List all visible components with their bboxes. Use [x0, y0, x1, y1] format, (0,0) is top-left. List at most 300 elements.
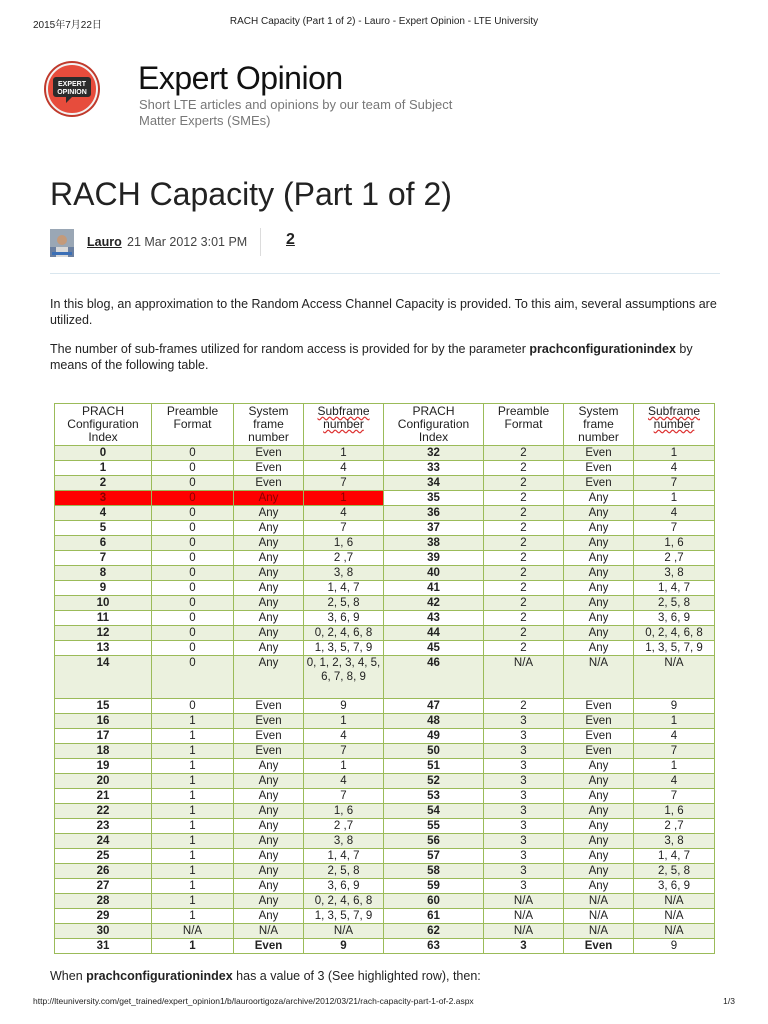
table-cell: Any: [234, 909, 304, 924]
table-cell: N/A: [484, 909, 564, 924]
table-cell: 1, 4, 7: [634, 581, 715, 596]
table-cell: 0: [152, 506, 234, 521]
comment-count-link[interactable]: 2: [286, 231, 295, 248]
table-cell: 4: [304, 729, 384, 744]
table-cell: 3: [484, 939, 564, 954]
table-cell: 2: [484, 611, 564, 626]
table-cell: 22: [55, 804, 152, 819]
table-cell: Any: [564, 789, 634, 804]
table-cell: Any: [234, 789, 304, 804]
table-row: [55, 626, 715, 641]
table-cell: Even: [234, 699, 304, 714]
table-row: [55, 461, 715, 476]
table-cell: 9: [304, 939, 384, 954]
table-cell: 3: [484, 834, 564, 849]
table-cell: 4: [304, 506, 384, 521]
table-cell: 1: [152, 729, 234, 744]
table-cell: 15: [55, 699, 152, 714]
intro-paragraph: In this blog, an approximation to the Random Access Channel Capacity is provided. To this aim, several assumptions are utilized.: [50, 297, 717, 327]
table-cell: 16: [55, 714, 152, 729]
table-cell: Even: [564, 729, 634, 744]
table-cell: N/A: [484, 656, 564, 699]
table-cell: 1: [152, 774, 234, 789]
table-cell: Any: [234, 894, 304, 909]
table-cell: 3: [484, 714, 564, 729]
table-cell: 0, 2, 4, 6, 8: [304, 626, 384, 641]
table-cell: 47: [384, 699, 484, 714]
table-cell: 61: [384, 909, 484, 924]
table-cell: 0: [152, 446, 234, 461]
table-cell: 60: [384, 894, 484, 909]
print-url[interactable]: http://lteuniversity.com/get_trained/expert_opinion1/b/lauroortigoza/archive/2012/03/21/rach-capacity-part-1-of-2.aspx: [33, 996, 474, 1006]
table-cell: 7: [634, 521, 715, 536]
table-cell: 1: [634, 446, 715, 461]
table-cell: Any: [234, 521, 304, 536]
table-row: [55, 789, 715, 804]
table-cell: 7: [55, 551, 152, 566]
table-cell: 3: [484, 849, 564, 864]
table-cell: 2: [484, 521, 564, 536]
table-cell: 2, 5, 8: [304, 596, 384, 611]
table-cell: 1, 6: [304, 804, 384, 819]
table-cell: 3, 8: [634, 834, 715, 849]
table-cell: N/A: [564, 909, 634, 924]
table-cell: 2: [484, 551, 564, 566]
table-cell: 54: [384, 804, 484, 819]
table-cell: N/A: [564, 924, 634, 939]
table-cell: Any: [234, 641, 304, 656]
table-cell: 2, 5, 8: [304, 864, 384, 879]
table-cell: Any: [564, 759, 634, 774]
table-cell: Any: [564, 581, 634, 596]
table-cell: 0: [152, 641, 234, 656]
highlight-paragraph-text-b: has a value of 3 (See highlighted row), then:: [232, 969, 481, 983]
table-cell: 2: [484, 596, 564, 611]
table-row: [55, 909, 715, 924]
table-row: [55, 939, 715, 954]
table-cell: 3: [484, 804, 564, 819]
table-cell: 4: [634, 506, 715, 521]
table-cell: 45: [384, 641, 484, 656]
table-cell: Even: [234, 744, 304, 759]
table-cell: Any: [564, 491, 634, 506]
table-cell: Even: [564, 446, 634, 461]
table-row: [55, 849, 715, 864]
expert-opinion-logo[interactable]: [42, 59, 102, 119]
table-cell: Even: [564, 939, 634, 954]
table-cell: 9: [304, 699, 384, 714]
table-row: [55, 774, 715, 789]
table-row: [55, 551, 715, 566]
table-cell: 7: [634, 789, 715, 804]
table-cell: Any: [234, 819, 304, 834]
table-cell: 3: [484, 774, 564, 789]
table-cell: 2: [484, 461, 564, 476]
table-cell: 18: [55, 744, 152, 759]
table-cell: 3: [55, 491, 152, 506]
table-cell: 4: [304, 774, 384, 789]
table-cell: 9: [634, 939, 715, 954]
table-cell: 2 ,7: [304, 551, 384, 566]
table-row: [55, 804, 715, 819]
table-cell: Even: [564, 699, 634, 714]
column-header: Subframe number: [304, 404, 384, 446]
column-header: Subframe number: [634, 404, 715, 446]
table-cell: Any: [234, 849, 304, 864]
table-cell: Any: [234, 566, 304, 581]
table-row: [55, 834, 715, 849]
table-cell: 2: [55, 476, 152, 491]
table-cell: Any: [564, 551, 634, 566]
table-cell: 3: [484, 789, 564, 804]
table-cell: 3: [484, 879, 564, 894]
table-cell: 1: [152, 864, 234, 879]
column-header: System frame number: [234, 404, 304, 446]
table-cell: N/A: [152, 924, 234, 939]
print-date: 2015年7月22日: [33, 20, 102, 31]
table-cell: N/A: [484, 924, 564, 939]
table-cell: 58: [384, 864, 484, 879]
table-cell: 1: [304, 714, 384, 729]
table-cell: Any: [564, 611, 634, 626]
table-cell: Even: [234, 446, 304, 461]
table-cell: 0: [152, 566, 234, 581]
table-cell: 19: [55, 759, 152, 774]
table-cell: 2: [484, 566, 564, 581]
table-cell: 1, 3, 5, 7, 9: [304, 641, 384, 656]
table-cell: 3: [484, 759, 564, 774]
author-link[interactable]: Lauro: [87, 235, 122, 249]
table-cell: N/A: [634, 924, 715, 939]
column-header: PRACH Configuration Index: [55, 404, 152, 446]
table-cell: Any: [564, 641, 634, 656]
table-cell: 20: [55, 774, 152, 789]
table-cell: 36: [384, 506, 484, 521]
logo-text-line1: EXPERT: [57, 81, 87, 88]
table-cell: 7: [634, 476, 715, 491]
table-cell: 1: [152, 819, 234, 834]
table-cell: 2: [484, 581, 564, 596]
table-cell: 0: [152, 476, 234, 491]
table-cell: 2: [484, 446, 564, 461]
column-header: Preamble Format: [152, 404, 234, 446]
table-cell: 14: [55, 656, 152, 699]
table-cell: 2 ,7: [304, 819, 384, 834]
table-cell: 1: [634, 759, 715, 774]
table-cell: 1: [152, 804, 234, 819]
table-cell: Any: [234, 491, 304, 506]
column-header: System frame number: [564, 404, 634, 446]
table-cell: 27: [55, 879, 152, 894]
highlight-parameter-name: prachconfigurationindex: [86, 969, 233, 983]
table-row: [55, 641, 715, 656]
post-date: 21 Mar 2012 3:01 PM: [127, 235, 248, 249]
table-cell: 2: [484, 476, 564, 491]
table-cell: 28: [55, 894, 152, 909]
site-title[interactable]: Expert Opinion: [138, 60, 343, 96]
table-row: [55, 819, 715, 834]
table-cell: 33: [384, 461, 484, 476]
table-cell: 1, 6: [304, 536, 384, 551]
table-row: [55, 879, 715, 894]
table-cell: 2 ,7: [634, 551, 715, 566]
table-cell: 1: [152, 714, 234, 729]
table-row: [55, 476, 715, 491]
table-cell: Any: [234, 656, 304, 699]
parameter-name: prachconfigurationindex: [529, 342, 676, 356]
table-cell: Any: [234, 551, 304, 566]
print-page-number: 1/3: [723, 996, 735, 1006]
table-row: [55, 596, 715, 611]
table-cell: 9: [634, 699, 715, 714]
table-row: [55, 611, 715, 626]
table-cell: 4: [55, 506, 152, 521]
table-row: [55, 894, 715, 909]
table-cell: 1, 6: [634, 804, 715, 819]
table-cell: Any: [234, 596, 304, 611]
table-cell: Any: [564, 536, 634, 551]
table-cell: 7: [304, 789, 384, 804]
table-cell: N/A: [484, 894, 564, 909]
table-cell: 2: [484, 491, 564, 506]
table-cell: 2: [484, 641, 564, 656]
table-cell: 3, 8: [304, 566, 384, 581]
table-cell: 0, 1, 2, 3, 4, 5, 6, 7, 8, 9: [304, 656, 384, 699]
table-cell: 1: [152, 879, 234, 894]
parameter-paragraph: [50, 341, 720, 373]
table-cell: Any: [234, 611, 304, 626]
table-cell: 12: [55, 626, 152, 641]
table-cell: 23: [55, 819, 152, 834]
table-cell: 26: [55, 864, 152, 879]
table-cell: Even: [564, 744, 634, 759]
table-cell: 21: [55, 789, 152, 804]
table-cell: 7: [304, 521, 384, 536]
table-cell: 51: [384, 759, 484, 774]
table-cell: 2, 5, 8: [634, 596, 715, 611]
table-cell: 1: [634, 714, 715, 729]
parameter-paragraph-text-b: by means of the following table.: [50, 342, 693, 372]
table-cell: 7: [304, 476, 384, 491]
table-cell: Any: [234, 759, 304, 774]
table-cell: 2: [484, 536, 564, 551]
table-cell: 2: [484, 506, 564, 521]
table-cell: 0: [152, 551, 234, 566]
table-cell: 1: [152, 849, 234, 864]
table-cell: 0: [152, 656, 234, 699]
table-cell: Any: [564, 819, 634, 834]
table-cell: Any: [234, 864, 304, 879]
table-cell: Any: [564, 626, 634, 641]
table-cell: 1, 4, 7: [304, 849, 384, 864]
table-cell: 0, 2, 4, 6, 8: [634, 626, 715, 641]
table-cell: 3: [484, 729, 564, 744]
table-cell: 3, 6, 9: [304, 879, 384, 894]
highlight-paragraph-text-a: When: [50, 969, 87, 983]
table-cell: 59: [384, 879, 484, 894]
table-cell: Any: [234, 536, 304, 551]
table-cell: 41: [384, 581, 484, 596]
table-cell: 17: [55, 729, 152, 744]
table-cell: 40: [384, 566, 484, 581]
table-cell: 39: [384, 551, 484, 566]
table-cell: 3: [484, 819, 564, 834]
prach-configuration-table: [54, 403, 715, 954]
table-cell: Any: [564, 804, 634, 819]
table-cell: Any: [234, 879, 304, 894]
table-cell: 3: [484, 744, 564, 759]
print-page-title: RACH Capacity (Part 1 of 2) - Lauro - Expert Opinion - LTE University: [229, 16, 539, 27]
table-cell: 1: [634, 491, 715, 506]
table-cell: 53: [384, 789, 484, 804]
table-row: [55, 521, 715, 536]
table-cell: 1: [304, 446, 384, 461]
author-avatar[interactable]: [50, 229, 74, 257]
table-cell: Even: [564, 461, 634, 476]
table-cell: N/A: [634, 894, 715, 909]
table-cell: Even: [234, 714, 304, 729]
table-cell: 29: [55, 909, 152, 924]
table-cell: Even: [564, 476, 634, 491]
table-cell: 4: [634, 729, 715, 744]
table-cell: 0: [152, 536, 234, 551]
table-cell: 1: [152, 744, 234, 759]
table-cell: 52: [384, 774, 484, 789]
table-cell: 3, 8: [304, 834, 384, 849]
table-row: [55, 506, 715, 521]
table-cell: 0: [152, 461, 234, 476]
table-cell: N/A: [304, 924, 384, 939]
table-cell: Any: [564, 849, 634, 864]
table-row: [55, 699, 715, 714]
table-cell: 7: [304, 744, 384, 759]
table-cell: 3, 6, 9: [634, 611, 715, 626]
table-row: [55, 566, 715, 581]
table-cell: 3: [484, 864, 564, 879]
table-cell: 32: [384, 446, 484, 461]
table-cell: 1: [304, 759, 384, 774]
table-cell: Even: [564, 714, 634, 729]
table-cell: 30: [55, 924, 152, 939]
table-cell: Any: [564, 834, 634, 849]
table-row: [55, 656, 715, 699]
table-cell: 1, 3, 5, 7, 9: [304, 909, 384, 924]
table-cell: 1: [152, 909, 234, 924]
table-cell: 38: [384, 536, 484, 551]
table-cell: 46: [384, 656, 484, 699]
table-cell: Any: [234, 506, 304, 521]
table-cell: 2: [484, 699, 564, 714]
parameter-paragraph-text-a: The number of sub-frames utilized for random access is provided for by the parameter: [50, 342, 530, 356]
table-cell: 0: [152, 581, 234, 596]
header-divider: [50, 273, 720, 274]
table-cell: Any: [564, 864, 634, 879]
table-cell: 1: [152, 759, 234, 774]
table-cell: 55: [384, 819, 484, 834]
table-cell: 10: [55, 596, 152, 611]
table-cell: 11: [55, 611, 152, 626]
table-cell: Any: [564, 521, 634, 536]
table-cell: 57: [384, 849, 484, 864]
table-cell: Even: [234, 939, 304, 954]
table-row: [55, 924, 715, 939]
table-cell: 1: [55, 461, 152, 476]
table-row: [55, 446, 715, 461]
table-cell: 2, 5, 8: [634, 864, 715, 879]
table-cell: 62: [384, 924, 484, 939]
table-cell: 37: [384, 521, 484, 536]
table-cell: 4: [634, 461, 715, 476]
table-cell: 31: [55, 939, 152, 954]
table-cell: 63: [384, 939, 484, 954]
table-cell: N/A: [634, 656, 715, 699]
table-cell: 1, 4, 7: [304, 581, 384, 596]
table-row: [55, 729, 715, 744]
table-cell: 8: [55, 566, 152, 581]
table-cell: 24: [55, 834, 152, 849]
table-cell: 0: [152, 596, 234, 611]
table-cell: 7: [634, 744, 715, 759]
table-cell: 1: [152, 939, 234, 954]
table-cell: 35: [384, 491, 484, 506]
table-cell: 0: [152, 521, 234, 536]
table-cell: Any: [564, 566, 634, 581]
table-cell: 42: [384, 596, 484, 611]
table-cell: N/A: [564, 894, 634, 909]
table-cell: 1, 3, 5, 7, 9: [634, 641, 715, 656]
table-row: [55, 864, 715, 879]
table-cell: 0: [152, 699, 234, 714]
table-cell: Even: [234, 729, 304, 744]
table-cell: 48: [384, 714, 484, 729]
table-cell: 2 ,7: [634, 819, 715, 834]
table-cell: 34: [384, 476, 484, 491]
table-row: [55, 536, 715, 551]
table-cell: Any: [564, 879, 634, 894]
table-cell: Even: [234, 476, 304, 491]
table-cell: 56: [384, 834, 484, 849]
column-header: Preamble Format: [484, 404, 564, 446]
table-cell: 49: [384, 729, 484, 744]
table-cell: Any: [234, 774, 304, 789]
table-row: [55, 491, 715, 506]
table-cell: Even: [234, 461, 304, 476]
table-cell: 4: [634, 774, 715, 789]
post-title: RACH Capacity (Part 1 of 2): [50, 176, 452, 212]
table-cell: 3, 8: [634, 566, 715, 581]
logo-text-line2: OPINION: [57, 89, 87, 96]
table-cell: 3, 6, 9: [304, 611, 384, 626]
print-header: [33, 16, 735, 32]
table-cell: Any: [564, 506, 634, 521]
table-cell: 1: [304, 491, 384, 506]
table-cell: 25: [55, 849, 152, 864]
table-cell: 5: [55, 521, 152, 536]
table-cell: N/A: [234, 924, 304, 939]
table-row: [55, 714, 715, 729]
print-footer: [33, 996, 735, 1010]
table-cell: 0: [55, 446, 152, 461]
table-cell: 6: [55, 536, 152, 551]
column-header: PRACH Configuration Index: [384, 404, 484, 446]
table-cell: N/A: [564, 656, 634, 699]
table-cell: Any: [234, 581, 304, 596]
table-cell: Any: [564, 774, 634, 789]
table-cell: 0: [152, 626, 234, 641]
table-cell: 4: [304, 461, 384, 476]
table-row: [55, 759, 715, 774]
table-cell: 9: [55, 581, 152, 596]
